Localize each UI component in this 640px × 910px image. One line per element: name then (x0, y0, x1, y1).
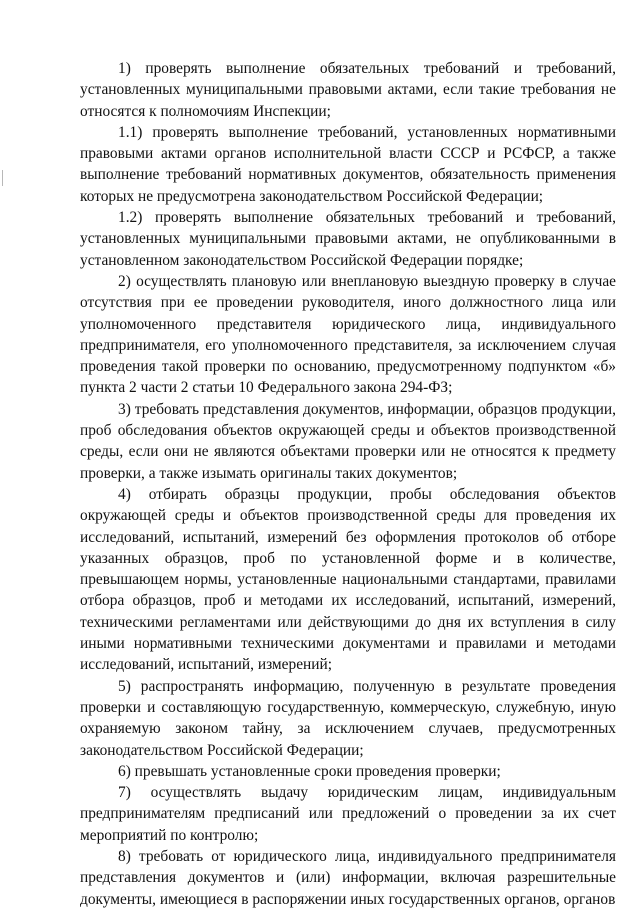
document-body (80, 58, 616, 910)
paragraph-item-1: 1) проверять выполнение обязательных требований и требований, установленных муниципальными правовыми актами, если такие требования не относятся к полномочиям Инспекции; (80, 60, 616, 120)
paragraph-item-7: 7) осуществлять выдачу юридическим лицам, индивидуальным предпринимателям предписаний или предложений о проведении за их счет мероприятий по контролю; (80, 784, 616, 844)
paragraph-item-3: 3) требовать представления документов, информации, образцов продукции, проб обследования объектов окружающей среды и объектов производственной среды, если они не являются объектами проверки или не относятся к предмету проверки, а также изымать оригиналы таких документов; (80, 400, 616, 482)
paragraph-item-1-1: 1.1) проверять выполнение требований, установленных нормативными правовыми актами органов исполнительной власти СССР и РСФСР, а также выполнение требований нормативных документов, обязательность применения которых не предусмотрена законодательством Российской Федерации; (80, 123, 616, 205)
scan-edge-mark (2, 170, 3, 186)
paragraph-item-8: 8) требовать от юридического лица, индивидуального предпринимателя представления документов и (или) информации, включая разрешительные документы, имеющиеся в распоряжении иных государственных органов, органов (80, 847, 616, 908)
paragraph-item-6: 6) превышать установленные сроки проведения проверки; (118, 762, 501, 780)
paragraph-item-5: 5) распространять информацию, полученную в результате проведения проверки и составляющую государственную, коммерческую, служебную, иную охраняемую законом тайну, за исключением случаев, предусмотренных законодательством Российской Федерации; (80, 677, 616, 759)
paragraph-item-1-2: 1.2) проверять выполнение обязательных требований и требований, установленных муниципальными правовыми актами, не опубликованными в установленном законодательством Российской Федерации порядке; (80, 209, 616, 269)
paragraph-item-2: 2) осуществлять плановую или внеплановую выездную проверку в случае отсутствия при ее проведении руководителя, иного должностного лица или уполномоченного представителя юридического лица, индивидуального предпринимателя, его уполномоченного представителя, за исключением случая проведения такой проверки по основанию, предусмотренному подпунктом «б» пункта 2 части 2 статьи 10 Федерального закона 294-ФЗ; (80, 272, 616, 397)
paragraph-item-4: 4) отбирать образцы продукции, пробы обследования объектов окружающей среды и объектов производственной среды для проведения их исследований, испытаний, измерений без оформления протоколов об отборе указанных образцов, проб по установленной форме и в количестве, превышающем нормы, установленные национальными стандартами, правилами отбора образцов, проб и методами их исследований, испытаний, измерений, техническими регламентами или действующими до дня их вступления в силу иными нормативными техническими документами и правилами и методами исследований, испытаний, измерений; (80, 485, 616, 674)
